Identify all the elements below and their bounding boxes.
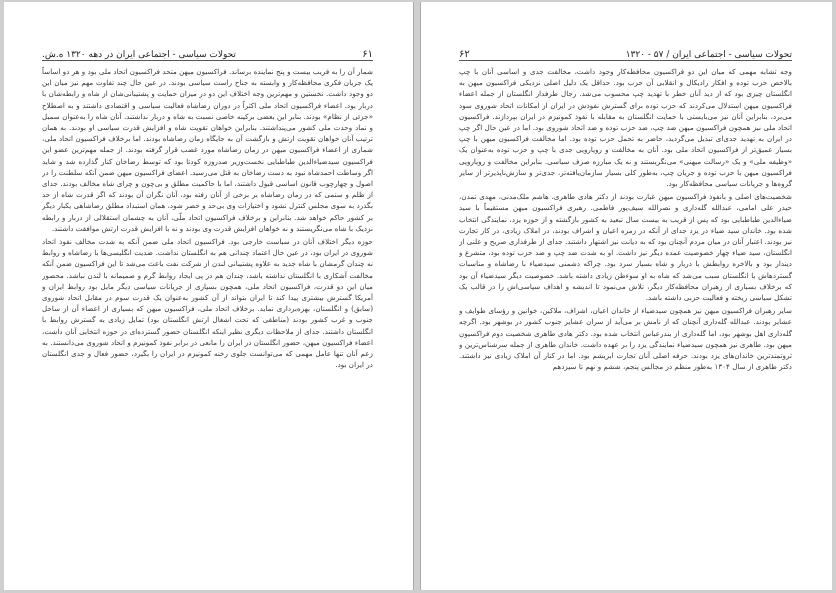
paragraph: حوزه دیگر اختلاف آنان در سیاست خارجی بود. فراکسیون اتحاد ملی ضمن آنکه به شدت مخالف نفوذ اتحاد شوروی در ایران بود، در عین حال اعتماد چندانی هم به انگلستان نداشت. ضدیت انگلیسی‌ها با رضاشاه و روابط نه چندان گرمشان با شاه جدید به علاوه پشتیبانی لندن از شرکت نفت باعث می‌شد تا این فراکسیون ضمن آنکه مخالفت آشکاری با انگلستان نداشته باشد، چندان هم در پی ایجاد روابط گرم و صمیمانه با لندن نباشد. محصور میان این دو قدرت، فراکسیون اتحاد ملی، همچون بسیاری از جریانات سیاسی دیگر مایل بود روابط ایران و آمریکا گسترش بیشتری پیدا کند تا ایران بتواند از آن کشور به‌عنوان یک قدرت سوم در مقابل اتحاد شوروی (سابق) و انگلستان، بهره‌برداری نماید. برخلاف اتحاد ملی، فراکسیون میهن که بسیاری از اعضاء آن از ساحل جنوب و غرب کشور بودند (مناطقی که تحت اشغال ارتش انگلستان بود) تمایل زیادی به گسترش روابط با انگلستان داشتند. جدای از ملاحظات دیگری نظیر اینکه انگلستان حضور گسترده‌ای در حوزه انتخابی آنان داشت، اعضاء فراکسیون میهن، حضور انگلستان در ایران را مانعی در برابر نفوذ کمونیزم و اتحاد شوروی می‌دانستند. به زعم آنان تنها عامل مهمی که می‌توانست جلوی رخنه کمونیزم در ایران را بگیرد، حضور فعال و جدی انگلستان در ایران بود.	[42, 237, 373, 370]
page-number: ۶۱	[362, 49, 373, 60]
left-page-body	[42, 66, 373, 570]
paragraph: سایر رهبران فراکسیون میهن نیز همچون سیدضیاء از خاندان اعیان، اشراف، ملاکین، خوانین و رؤسای طوایف و عشایر بودند. عبدالله گله‌داری آنچنان که از نامش بر می‌آید از سران عشایر جنوب کشور در بوشهر بود. اگرچه گله‌داری اهل بوشهر بود، اما گله‌داری از بندرعباس انتخاب شده بود. دکتر هادی طاهری شخصیت دوم فراکسیون میهن بود. طاهری نیز همچون سیدضیاء نمایندگی یزد را بر عهده داشت. خاندان طاهری از جمله سرشناس‌ترین و ثروتمندترین خاندان‌های یزد بودند. حرفه اصلی آنان تجارت ابریشم بود. اما در کنار آن املاک زیادی نیز داشتند. دکتر طاهری از سال ۱۳۰۴ به‌طور منظم در مجالس پنجم، ششم و نهم تا سیزدهم	[459, 306, 792, 372]
paragraph: شمار آن را به فریب بیست و پنج نماینده برساند. فراکسیون میهن متحد فراکسیون اتحاد ملی بود و هر دو اساساً یک جریان فکری محافظه‌کار و وابسته به جناح راست سیاسی بودند. در عین حال چند تفاوت مهم نیز میان این دو وجود داشت. نخستین و مهم‌ترین وجه اختلاف این دو در میزان حمایت و پشتیبانی‌شان از شاه و رابطه‌شان با دربار بود. اعضاء فراکسیون اتحاد ملی اکثراً در دوران رضاشاه فعالیت سیاسی و اقتصادی داشتند و به اصطلاح «جزئی از نظام» بودند. بنابر این بعضی برکینه خاصی نسبت به شاه و دربار نداشتند. آنان شاه را به‌عنوان سمبل و نماد وحدت ملی کشور می‌پنداشتند. بنابراین خواهان تقویت شاه و افزایش قدرت سیاسی او بودند. به همان ترتیب آنان خواهان تقویت ارتش و بازگشت آن به جایگاه زمان رضاشاه بودند. اما برخلاف فراکسیون اتحاد ملی، شماری از اعضاء فراکسیون میهن در زمان رضاشاه مورد غضب قرار گرفته بودند. از جمله مهم‌ترین عضو این فراکسیون سیدضیاءالدین طباطبایی نخست‌وزیر صدروزه کودتا بود که توسط رضاخان کنار گذارده شد و شاید اگر وساطت احمدشاه نبود به دست رضاخان به قتل می‌رسید. اعضای فراکسیون میهن ضمن آنکه سلطنت را در اصول و چهارچوب قانون اساسی قبول داشتند، اما با حاکمیت مطلق و بی‌چون و چرای شاه مخالف بودند. جدای از ظلم و ستمی که در زمان رضاشاه بر برخی از آنان رفته بود، آنان نگران آن بودند که اگر قدرت شاه از حد بگذرد به سوی مجلس کنترل نشود و اختیارات وی بی‌حد و حصر شود، همان استبداد مطلق رضاشاهی یکبار دیگر بر کشور حاکم خواهد شد. بنابراین و برخلاف فراکسیون اتحاد ملّی، آنان به چشمان استقلالی از دربار و رابطه نزدیک با شاه می‌نگریستند و نه خواهان افزایش قدرت وی بودند و نه با افزایش قدرت ارتش موافقت داشتند.	[42, 67, 373, 233]
paragraph: شخصیت‌های اصلی و بانفوذ فراکسیون میهن عبارت بودند از دکتر هادی طاهری، هاشم ملک‌مدنی، مهدی تمدن، حیدر علی امامی، عبدالله گله‌داری و نصرالله سیف‌پور فاطمی. رهبری فراکسیون میهن مستقیماً با سید ضیاءالدین طباطبایی بود که پس از قریب به بیست سال تبعید به کشور بازگشته و از حوزه یزد، نمایندگی انتخاب شده بود. خاندان سید ضیاء در یزد جدای از آنکه در زمره اعیان و اشراف بودند، در املاک زیادی، در کار تجارت نیز بودند. اعتبار آنان در میان مردم آنچنان بود که به دیانت نیز اشتهار داشتند. جدای از طرفداری صریح و علنی از انگلستان، سید ضیاء چهار خصوصیت عمده دیگر نیز داشت. او به شدت ضد چپ و ضد حزب توده بود، متشرع و دیندار بود و بالاخره روابطش با دربار و شاه بسیار سرد بود. چراکه دشمنی سیدضیاء با رضاشاه و مناسبات گستردهاش با انگلستان سبب می‌شد که شاه به او سوءظن زیادی داشته باشد. خصوصیت دیگر سیدضیاء آن بود که برخلاف بسیاری از رهبران محافظه‌کار دیگر، تلاش می‌نمود تا اندیشه و اهداف سیاسی‌اش را در قالب یک تشکل سیاسی ریخته و فعالیت حزبی داشته باشد.	[459, 192, 792, 303]
running-title: تحولات سیاسی - اجتماعی ایران در دهه ۱۳۲۰ ه.ش.	[42, 50, 236, 60]
right-page-body	[459, 66, 792, 570]
right-page	[420, 2, 832, 590]
right-page-header	[459, 44, 792, 61]
left-page-header	[42, 44, 373, 61]
page-number: ۶۲	[459, 49, 470, 60]
running-title: تحولات سیاسی - اجتماعی ایران / ۵۷ - ۱۳۲۰	[625, 50, 792, 60]
paragraph: وجه تشابه مهمی که میان این دو فراکسیون محافظه‌کار وجود داشت، مخالفت جدی و اساسی آنان با چپ بالاخص حزب توده و افکار رادیکال و انقلابی آن حزب بود. حداقل یک دلیل اصلی نزدیکی فراکسیون میهن به انگلستان چیزی بود که از دید آنان خطر با تهدید چپ محسوب می‌شد. رجال طرفدار انگلستان از جمله اعضاء فراکسیون میهن استدلال می‌کردند که حزب توده برای گسترش نفوذش در ایران از امکانات اتحاد شوروی سود می‌برد، بنابراین آنان نیز می‌بایستی با حمایت انگلستان به مقابله با نفوذ کمونیزم در ایران بپردازند. فراکسیون اتحاد ملی نیز همچون فراکسیون میهن ضد چپ، ضد حزب توده و ضد اتحاد شوروی بود. اما در عین حال اگر چپ در ایران به تهدید جدی‌ای تبدیل می‌گردید، حاضر به تحمل حزب توده بود. اما مخالفت فراکسیون میهن با چپ بسیار عمیق‌تر از فراکسیون اتحاد ملی بود. آنان به مخالفت و رویارویی جدی با چپ و حزب توده به‌عنوان یک «وظیفه ملی» و یک «رسالت میهنی» می‌نگریستند و نه یک مبارزه صرف سیاسی. بنابراین مخالفت و رویارویی فراکسیون میهن با حزب توده و جریان چپ، به‌طور کلی بسیار سازمان‌یافته‌تر، جدی‌تر و سازش‌ناپذیرتر از سایر گروه‌ها و جریانات سیاسی محافظه‌کار بود.	[459, 67, 792, 189]
left-page	[4, 2, 414, 590]
